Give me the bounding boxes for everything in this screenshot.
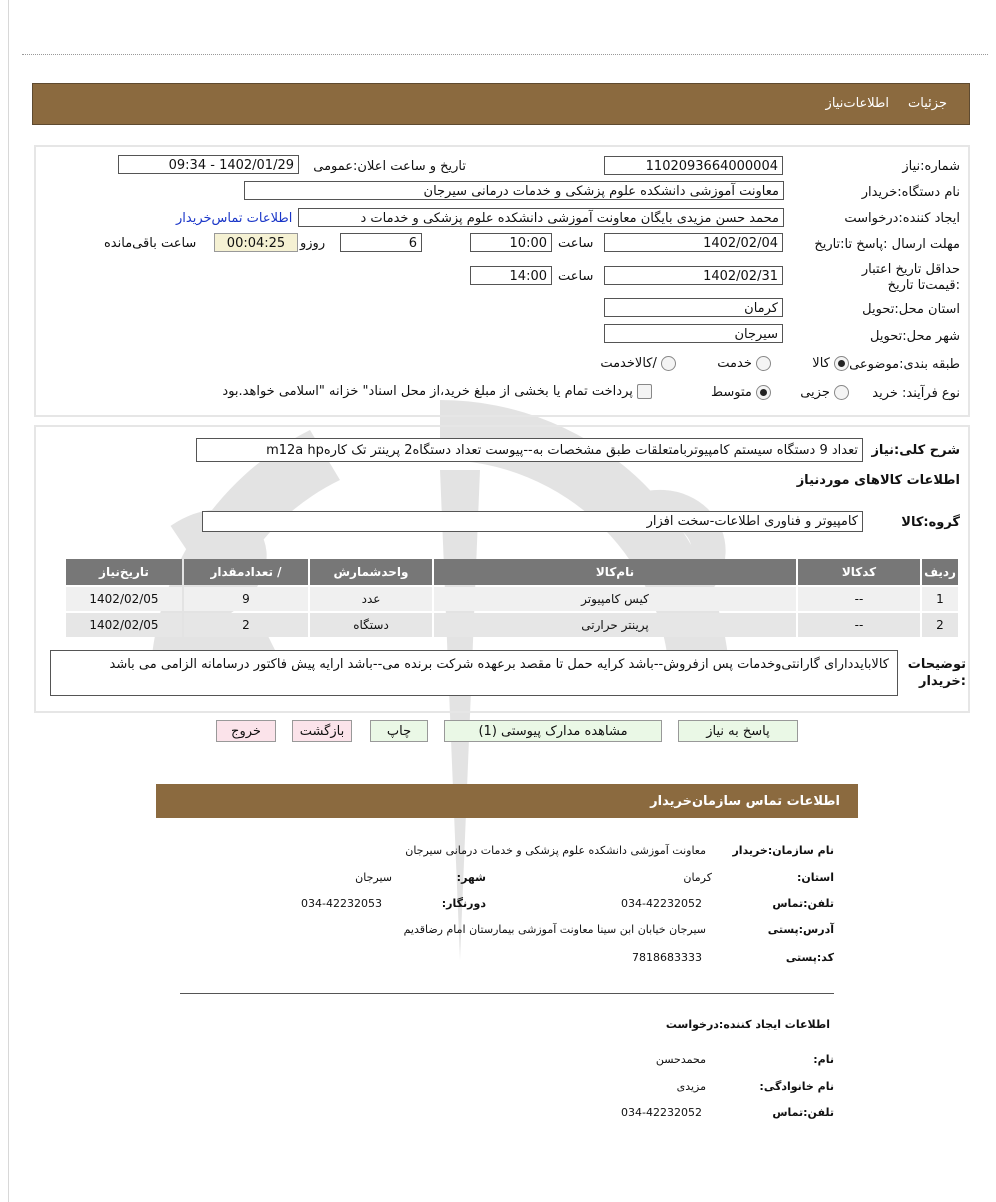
days-label: روزو (300, 236, 326, 251)
deadline-label: مهلت ارسال :پاسخ تا:تاریخ (814, 237, 960, 252)
contact-province-value: کرمان (683, 871, 712, 884)
view-attachments-button[interactable]: مشاهده مدارک پیوستی (1) (444, 720, 662, 742)
cell-unit: عدد (310, 587, 432, 611)
process-label: نوع فرآیند: خرید (872, 386, 960, 401)
buyer-contact-title: اطلاعات تماس سازمان‌خریدار (650, 794, 840, 809)
buyer-name-field: معاونت آموزشی دانشکده علوم پزشکی و خدمات درمانی سیرجان (244, 181, 784, 200)
category-both-label: /کالاخدمت (600, 356, 657, 371)
days-field: 6 (340, 233, 422, 252)
number-label: شماره:نیاز (902, 159, 960, 174)
requester-title: اطلاعات ایجاد کننده:درخواست (665, 1018, 830, 1031)
creator-field: محمد حسن مزیدی بایگان معاونت آموزشی دانشکده علوم پزشکی و خدمات د (298, 208, 784, 227)
deadline-date-field: 1402/02/04 (604, 233, 783, 252)
contact-postal-value: 7818683333 (632, 951, 702, 964)
col-name: نام‌کالا (434, 559, 796, 585)
cell-code: -- (798, 613, 920, 637)
category-goods-label: کالا (812, 356, 830, 371)
print-button[interactable]: چاپ (370, 720, 428, 742)
province-field: کرمان (604, 298, 783, 317)
process-partial-radio[interactable] (834, 385, 849, 400)
contact-province-label: استان: (797, 871, 834, 884)
contact-phone-value: 034-42232052 (621, 897, 702, 910)
exit-button[interactable]: خروج (216, 720, 276, 742)
col-qty: / تعدادمقدار (184, 559, 308, 585)
requester-phone-label: تلفن:تماس (772, 1106, 834, 1119)
announce-label: تاریخ و ساعت اعلان:عمومی (313, 159, 466, 174)
cell-row: 2 (922, 613, 958, 637)
cell-date: 1402/02/05 (66, 613, 182, 637)
cell-qty: 2 (184, 613, 308, 637)
buyer-label: نام دستگاه:خریدار (861, 185, 960, 200)
requester-family-label: نام خانوادگی: (759, 1080, 834, 1093)
col-date: تاریخ‌نیاز (66, 559, 182, 585)
notes-field: کالابایددارای گارانتی‌وخدمات پس ازفروش--باشد کرایه حمل تا مقصد برعهده شرکت برنده می--باشد ارایه پیش فاکتور درسامانه الزامی می باشد (50, 650, 898, 696)
goods-group-field: کامپیوتر و فناوری اطلاعات-سخت افزار (202, 511, 863, 532)
cell-qty: 9 (184, 587, 308, 611)
table-row (66, 613, 958, 637)
section-divider (180, 993, 834, 994)
reply-button[interactable]: پاسخ به نیاز (678, 720, 798, 742)
contact-address-value: سیرجان خیابان ابن سینا معاونت آموزشی بیمارستان امام رضاقدیم (403, 923, 706, 936)
province-label: استان محل:تحویل (862, 302, 960, 317)
category-service-radio[interactable] (756, 356, 771, 371)
table-row (66, 587, 958, 611)
cell-row: 1 (922, 587, 958, 611)
creator-label: ایجاد کننده:درخواست (844, 211, 960, 226)
validity-hour-label: ساعت (558, 269, 594, 284)
city-field: سیرجان (604, 324, 783, 343)
buyer-contact-header (156, 784, 858, 818)
nav-details[interactable]: جزئیات (908, 96, 947, 111)
requester-family-value: مزیدی (676, 1080, 706, 1093)
goods-table-header (66, 559, 958, 585)
cell-date: 1402/02/05 (66, 587, 182, 611)
contact-fax-label: دورنگار: (441, 897, 486, 910)
notes-label: توضیحات :خریدار (907, 657, 966, 689)
deadline-hour-label: ساعت (558, 236, 594, 251)
summary-field: تعداد 9 دستگاه سیستم کامپیوتربامتعلقات طبق مشخصات به--پیوست تعداد دستگاه2 پرینتر تک کارهm12a hp (196, 438, 863, 462)
contact-org-value: معاونت آموزشی دانشکده علوم پزشکی و خدمات درمانی سیرجان (405, 844, 706, 857)
col-code: کدکالا (798, 559, 920, 585)
requester-phone-value: 034-42232052 (621, 1106, 702, 1119)
cell-unit: دستگاه (310, 613, 432, 637)
contact-org-label: نام سازمان:خریدار (732, 844, 834, 857)
cell-code: -- (798, 587, 920, 611)
summary-label: شرح کلی:نیاز (871, 443, 960, 458)
goods-section-title: اطلاعات کالاهای موردنیاز (796, 473, 960, 488)
top-divider (22, 54, 988, 55)
goods-table (64, 557, 960, 639)
cell-name: پرینتر حرارتی (434, 613, 796, 637)
validity-label: حداقل تاریخ اعتبار :قیمت‌تا تاریخ (861, 262, 960, 293)
process-partial-label: جزیی (800, 385, 830, 400)
process-medium-radio[interactable] (756, 385, 771, 400)
category-service-label: خدمت (717, 356, 752, 371)
validity-date-field: 1402/02/31 (604, 266, 783, 285)
announce-date-field: 1402/01/29 - 09:34 (118, 155, 299, 174)
validity-time-field: 14:00 (470, 266, 552, 285)
deadline-time-field: 10:00 (470, 233, 552, 252)
col-unit: واحدشمارش (310, 559, 432, 585)
requester-name-label: نام: (813, 1053, 834, 1066)
category-goods-radio[interactable] (834, 356, 849, 371)
contact-phone-label: تلفن:تماس (772, 897, 834, 910)
goods-group-label: گروه:کالا (901, 515, 960, 530)
col-row: ردیف (922, 559, 958, 585)
need-number-field: 1102093664000004 (604, 156, 783, 175)
requester-name-value: محمدحسن (655, 1053, 706, 1066)
remaining-label: ساعت باقی‌مانده (104, 236, 197, 251)
cell-name: کیس کامپیوتر (434, 587, 796, 611)
contact-city-label: شهر: (456, 871, 486, 884)
process-medium-label: متوسط (711, 385, 752, 400)
category-both-radio[interactable] (661, 356, 676, 371)
page-left-border (8, 0, 9, 1202)
category-label: طبقه بندی:موضوعی (849, 357, 960, 372)
contact-fax-value: 034-42232053 (301, 897, 382, 910)
nav-need-info[interactable]: اطلاعات‌نیاز (825, 96, 889, 111)
buyer-contact-link[interactable]: اطلاعات تماس‌خریدار (176, 211, 293, 226)
remaining-time: 00:04:25 (214, 233, 298, 252)
contact-address-label: آدرس:پستی (767, 923, 834, 936)
back-button[interactable]: بازگشت (292, 720, 352, 742)
city-label: شهر محل:تحویل (870, 329, 960, 344)
contact-postal-label: کد:پستی (785, 951, 834, 964)
page-header-bar (32, 83, 970, 125)
treasury-payment-checkbox[interactable] (637, 384, 652, 399)
contact-city-value: سیرجان (355, 871, 392, 884)
treasury-payment-label: پرداخت تمام یا بخشی از مبلغ خرید،از محل اسناد" خزانه "اسلامی خواهد.بود (222, 384, 633, 399)
